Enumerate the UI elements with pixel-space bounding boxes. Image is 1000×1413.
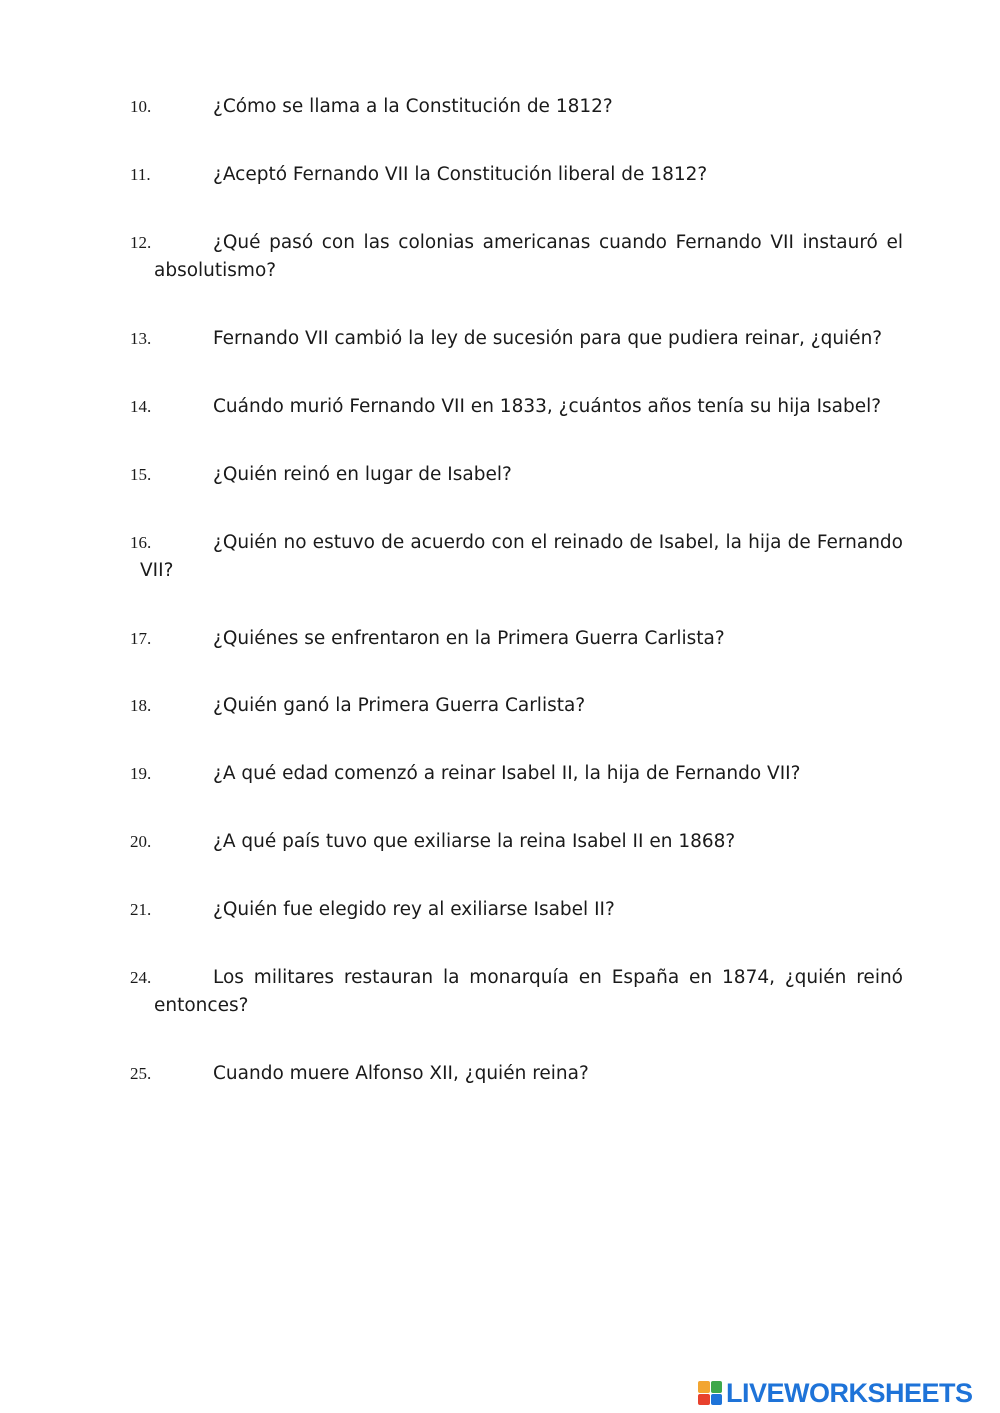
question-14 xyxy=(130,393,903,421)
question-text-continuation: VII? xyxy=(140,560,174,581)
question-text: ¿Quiénes se enfrentaron en la Primera Guerra Carlista? xyxy=(213,628,725,649)
question-number: 12. xyxy=(130,233,152,252)
question-number: 24. xyxy=(130,968,152,987)
question-24 xyxy=(130,964,903,1020)
question-text: ¿Quién fue elegido rey al exiliarse Isabel II? xyxy=(213,899,615,920)
question-text: ¿Quién no estuvo de acuerdo con el reinado de Isabel, la hija de Fernando xyxy=(213,532,903,553)
question-25 xyxy=(130,1060,903,1088)
question-10 xyxy=(130,93,903,121)
question-number: 18. xyxy=(130,696,152,715)
brand-name: LIVEWORKSHEETS xyxy=(726,1378,973,1408)
question-text-continuation: absolutismo? xyxy=(154,260,277,281)
logo-square-orange xyxy=(698,1381,710,1393)
question-number: 15. xyxy=(130,465,152,484)
question-number: 20. xyxy=(130,832,152,851)
question-number: 17. xyxy=(130,629,152,648)
question-text: ¿Cómo se llama a la Constitución de 1812? xyxy=(213,96,613,117)
question-number: 13. xyxy=(130,329,152,348)
question-21 xyxy=(130,896,903,924)
question-20 xyxy=(130,828,903,856)
logo-square-green xyxy=(711,1381,723,1393)
question-text: Cuándo murió Fernando VII en 1833, ¿cuántos años tenía su hija Isabel? xyxy=(213,396,882,417)
question-text: Los militares restauran la monarquía en España en 1874, ¿quién reinó xyxy=(213,967,903,988)
question-number: 14. xyxy=(130,397,152,416)
question-text: ¿Quién reinó en lugar de Isabel? xyxy=(213,464,512,485)
question-text: ¿A qué país tuvo que exiliarse la reina Isabel II en 1868? xyxy=(213,831,736,852)
question-number: 11. xyxy=(130,165,151,184)
question-text-continuation: entonces? xyxy=(154,995,249,1016)
liveworksheets-logo-icon xyxy=(698,1381,722,1405)
question-text: ¿A qué edad comenzó a reinar Isabel II, la hija de Fernando VII? xyxy=(213,763,801,784)
question-11 xyxy=(130,161,903,189)
question-text: ¿Qué pasó con las colonias americanas cuando Fernando VII instauró el xyxy=(213,232,903,253)
question-number: 10. xyxy=(130,97,152,116)
question-13 xyxy=(130,325,903,353)
question-12 xyxy=(130,229,903,285)
question-15 xyxy=(130,461,903,489)
question-number: 19. xyxy=(130,764,152,783)
question-text: ¿Quién ganó la Primera Guerra Carlista? xyxy=(213,695,586,716)
question-16 xyxy=(130,529,903,585)
question-number: 21. xyxy=(130,900,152,919)
question-text: Cuando muere Alfonso XII, ¿quién reina? xyxy=(213,1063,589,1084)
logo-square-red xyxy=(698,1394,710,1406)
question-text: Fernando VII cambió la ley de sucesión para que pudiera reinar, ¿quién? xyxy=(213,328,883,349)
question-18 xyxy=(130,692,903,720)
logo-square-blue xyxy=(711,1394,723,1406)
liveworksheets-brand xyxy=(698,1378,994,1408)
question-text: ¿Aceptó Fernando VII la Constitución liberal de 1812? xyxy=(213,164,708,185)
question-number: 25. xyxy=(130,1064,152,1083)
question-number: 16. xyxy=(130,533,152,552)
question-17 xyxy=(130,625,903,653)
question-19 xyxy=(130,760,903,788)
